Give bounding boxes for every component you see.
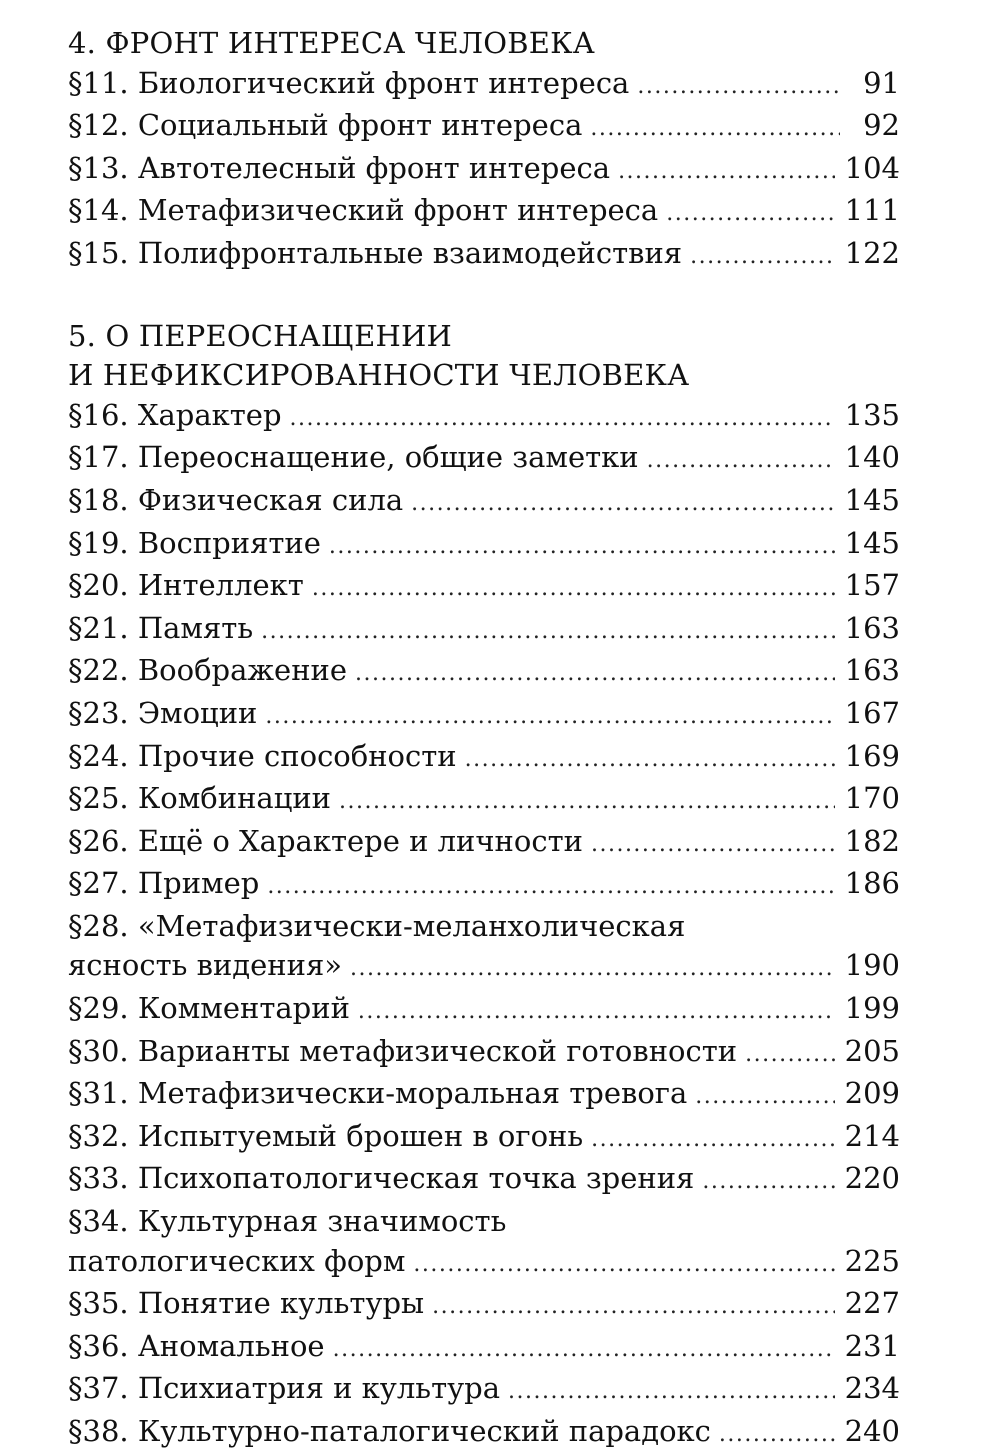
dot-leader: [465, 740, 835, 780]
dot-leader: [719, 1415, 835, 1455]
toc-entry-title: §13. Автотелесный фронт интереса: [68, 150, 611, 185]
toc-entry: [68, 566, 900, 609]
toc-entry-line: [68, 396, 900, 439]
page-number: 205: [844, 1033, 900, 1068]
toc-entry-title: §17. Переоснащение, общие заметки: [68, 440, 639, 475]
toc-entry: [68, 106, 900, 149]
toc-entry-title: патологических форм: [68, 1243, 406, 1278]
toc-entry-title: §33. Психопатологическая точка зрения: [68, 1161, 695, 1196]
page-number: 167: [844, 695, 900, 730]
toc-entry-title: §36. Аномальное: [68, 1328, 325, 1363]
dot-leader: [702, 1162, 834, 1202]
page-number: 122: [844, 235, 900, 270]
toc-entry: [68, 524, 900, 567]
section-title: 5. О ПЕРЕОСНАЩЕНИИ: [68, 318, 452, 353]
dot-leader: [267, 867, 834, 907]
dot-leader: [647, 441, 835, 481]
toc-section: [68, 317, 900, 1455]
section-title: 4. ФРОНТ ИНТЕРЕСА ЧЕЛОВЕКА: [68, 26, 595, 60]
toc-entry-title: §31. Метафизически-моральная тревога: [68, 1076, 688, 1111]
dot-leader: [411, 484, 834, 524]
toc-entry-line: [68, 1242, 900, 1285]
toc-entry: [68, 1412, 900, 1455]
toc-entry-line: [68, 1074, 900, 1117]
dot-leader: [590, 109, 840, 149]
toc-entry: [68, 822, 900, 865]
dot-leader: [413, 1245, 834, 1285]
page-number: 227: [844, 1286, 900, 1321]
page-number: 140: [844, 440, 900, 475]
dot-leader: [261, 612, 835, 652]
toc-entry-line: [68, 566, 900, 609]
page-number: 170: [844, 781, 900, 816]
toc-entry: [68, 907, 900, 989]
toc-entry-line: [68, 989, 900, 1032]
page-number: 186: [844, 866, 900, 901]
toc-entry-line: [68, 651, 900, 694]
toc-entry-line: [68, 864, 900, 907]
page-number: 92: [863, 108, 900, 143]
toc-entry-title: §21. Память: [68, 610, 254, 645]
toc-entry: [68, 737, 900, 780]
toc-entry-line: [68, 1284, 900, 1327]
toc-entry: [68, 1202, 900, 1284]
toc-entry-title: §15. Полифронтальные взаимодействия: [68, 235, 683, 270]
dot-leader: [508, 1372, 835, 1412]
toc-entry-line: [68, 822, 900, 865]
toc-entry-line: [68, 1159, 900, 1202]
toc-entry-line: [68, 907, 900, 947]
toc-entry: [68, 694, 900, 737]
page-number: 145: [844, 482, 900, 517]
page-number: 145: [844, 525, 900, 560]
toc-entry-line: [68, 779, 900, 822]
toc-entry: [68, 191, 900, 234]
toc-entry-title: §22. Воображение: [68, 653, 348, 688]
toc-entry-line: [68, 234, 900, 277]
page-number: 104: [844, 150, 900, 185]
toc-entry: [68, 779, 900, 822]
toc-entry-title: §37. Психиатрия и культура: [68, 1371, 501, 1406]
toc-entry-title: §14. Метафизический фронт интереса: [68, 193, 659, 228]
toc-entry-title: §18. Физическая сила: [68, 482, 404, 517]
toc-entry-line: [68, 609, 900, 652]
dot-leader: [290, 399, 835, 439]
toc-entry: [68, 1074, 900, 1117]
toc-entry-line: [68, 438, 900, 481]
toc-entry: [68, 1327, 900, 1370]
page-number: 91: [863, 65, 900, 100]
dot-leader: [618, 152, 835, 192]
toc-entry-line: [68, 1327, 900, 1370]
page-number: 182: [844, 823, 900, 858]
toc-entry-line: [68, 1032, 900, 1075]
dot-leader: [432, 1287, 835, 1327]
page-number: 225: [844, 1243, 900, 1278]
toc-entry-title: §19. Восприятие: [68, 525, 321, 560]
section-title: И НЕФИКСИРОВАННОСТИ ЧЕЛОВЕКА: [68, 358, 690, 393]
toc-entry-title: §38. Культурно-паталогический парадокс: [68, 1414, 711, 1448]
dot-leader: [265, 697, 834, 737]
page-number: 135: [844, 397, 900, 432]
toc-entry-title: §35. Понятие культуры: [68, 1286, 425, 1321]
dot-leader: [329, 527, 835, 567]
toc-entry-title: §32. Испытуемый брошен в огонь: [68, 1118, 584, 1153]
page-number: 234: [844, 1371, 900, 1406]
toc-entry-line: [68, 1412, 900, 1455]
page-number: 214: [844, 1118, 900, 1153]
toc-entry: [68, 1284, 900, 1327]
page-number: 199: [844, 991, 900, 1026]
dot-leader: [339, 782, 835, 822]
toc-entry-line: [68, 1117, 900, 1160]
toc-entry-title: §25. Комбинации: [68, 781, 332, 816]
toc-entry-title: ясность видения»: [68, 948, 342, 983]
page-number: 157: [844, 568, 900, 603]
toc-entry: [68, 234, 900, 277]
page-number: 169: [844, 738, 900, 773]
dot-leader: [358, 992, 835, 1032]
page-number: 220: [844, 1161, 900, 1196]
toc-entry-line: [68, 946, 900, 989]
toc-entry: [68, 438, 900, 481]
toc-entry: [68, 481, 900, 524]
toc-entry-title: §11. Биологический фронт интереса: [68, 65, 630, 100]
dot-leader: [350, 949, 835, 989]
toc-entry-line: [68, 694, 900, 737]
page-number: 163: [844, 610, 900, 645]
dot-leader: [333, 1330, 835, 1370]
dot-leader: [637, 67, 840, 107]
toc-entry-line: [68, 64, 900, 107]
dot-leader: [690, 237, 835, 277]
dot-leader: [591, 1120, 834, 1160]
toc-entry-title: §29. Комментарий: [68, 991, 350, 1026]
toc-entry-title: §20. Интеллект: [68, 568, 304, 603]
toc-entry-line: [68, 481, 900, 524]
toc-entry-line: [68, 524, 900, 567]
toc-entry-title: §34. Культурная значимость: [68, 1204, 507, 1239]
dot-leader: [695, 1077, 834, 1117]
toc-entry-line: [68, 191, 900, 234]
dot-leader: [666, 194, 834, 234]
toc-entry: [68, 1159, 900, 1202]
page-number: 190: [844, 948, 900, 983]
toc-entry-line: [68, 106, 900, 149]
toc-entry-title: §28. «Метафизически-меланхолическая: [68, 908, 686, 943]
toc-entry-line: [68, 149, 900, 192]
toc-entry: [68, 1117, 900, 1160]
toc-entry-title: §16. Характер: [68, 397, 282, 432]
toc-entry: [68, 396, 900, 439]
dot-leader: [355, 654, 835, 694]
toc-entry-title: §23. Эмоции: [68, 695, 258, 730]
toc-entry: [68, 651, 900, 694]
dot-leader: [745, 1035, 835, 1075]
toc-section: [68, 24, 900, 277]
toc-entry: [68, 989, 900, 1032]
toc-entry-line: [68, 737, 900, 780]
page-number: 163: [844, 653, 900, 688]
toc-entry: [68, 864, 900, 907]
table-of-contents: [68, 24, 900, 1455]
dot-leader: [312, 569, 835, 609]
toc-entry-title: §30. Варианты метафизической готовности: [68, 1033, 738, 1068]
toc-entry-title: §12. Социальный фронт интереса: [68, 108, 583, 143]
dot-leader: [591, 825, 835, 865]
toc-entry-title: §27. Пример: [68, 866, 260, 901]
toc-entry: [68, 1369, 900, 1412]
page-number: 240: [844, 1414, 900, 1448]
toc-entry: [68, 1032, 900, 1075]
page-number: 231: [844, 1328, 900, 1363]
toc-entry-title: §26. Ещё о Характере и личности: [68, 823, 583, 858]
page-number: 209: [844, 1076, 900, 1111]
toc-entry-title: §24. Прочие способности: [68, 738, 457, 773]
toc-entry: [68, 609, 900, 652]
toc-entry-line: [68, 1369, 900, 1412]
toc-entry: [68, 64, 900, 107]
toc-entry: [68, 149, 900, 192]
page-number: 111: [844, 193, 900, 228]
toc-entry-line: [68, 1202, 900, 1242]
